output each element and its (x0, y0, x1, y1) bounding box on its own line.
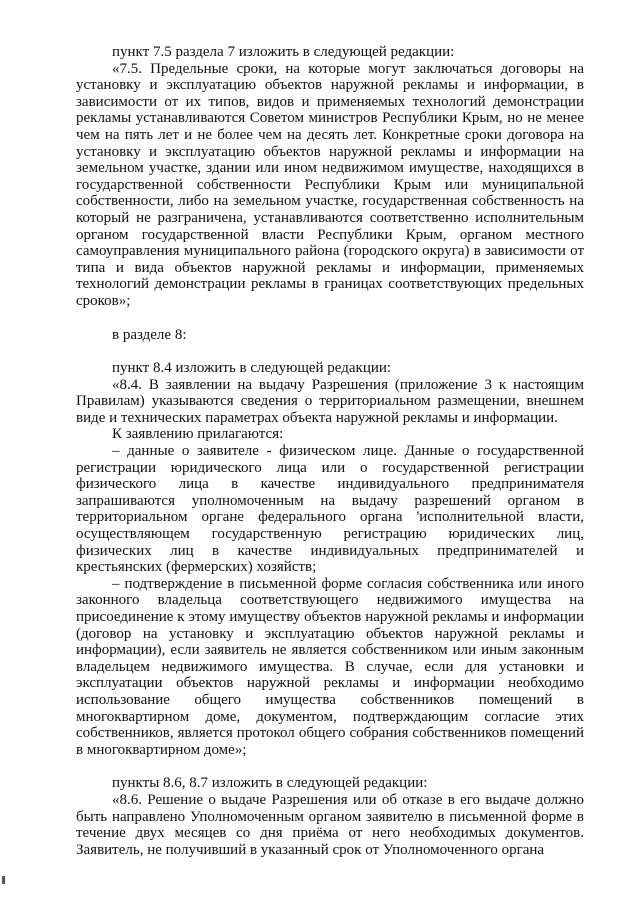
paragraph-attachments-heading: К заявлению прилагаются: (112, 426, 284, 443)
paragraph-8-6-text: «8.6. Решение о выдаче Разрешения или об отказе в его выдаче должно быть направлено Уполномоченным органом заявителю в письменной форме в течение двух месяцев со дня приёма от него необходимых документов. Заявитель, не получивший в указанный срок от Уполномоченного органа (76, 791, 584, 858)
paragraph-8-4-text: «8.4. В заявлении на выдачу Разрешения (приложение 3 к настоящим Правилам) указываются сведения о территориальном размещении, внешнем виде и технических параметрах объекта наружной рекламы и информации. (76, 376, 584, 426)
scan-mark (2, 876, 5, 884)
paragraph-owner-consent: – подтверждение в письменной форме согласия собственника или иного законного владельца соответствующего недвижимого имущества на присоединение к этому имуществу объектов наружной рекламы и информации (договор на установку и эксплуатацию объектов наружной рекламы и информации), если заявитель не является собственником или иным законным владельцем недвижимого имущества. В случае, если для установки и эксплуатации объектов наружной рекламы и информации необходимо использование общего имущества собственников помещений в многоквартирном доме, документом, подтверждающим согласие этих собственников, является протокол общего собрания собственников помещений в многоквартирном доме»; (76, 575, 584, 758)
paragraph-7-5-text: «7.5. Предельные сроки, на которые могут заключаться договоры на установку и эксплуатацию объектов наружной рекламы и информации, в зависимости от их типов, видов и применяемых технологий демонстрации рекламы устанавливаются Советом министров Республики Крым, но не менее чем на пять лет и не более чем на десять лет. Конкретные сроки договора на установку и эксплуатацию объектов наружной рекламы и информации на земельном участке, здании или ином недвижимом имуществе, находящихся в государственной собственности Республики Крым или муниципальной собственности, либо на земельном участке, государственная собственность на который не разграничена, устанавливаются соответственно исполнительным органом государственной власти Республики Крым, органом местного самоуправления муниципального района (городского округа) в зависимости от типа и вида объектов наружной рекламы и информации, применяемых технологий демонстрации рекламы в границах соответствующих предельных сроков»; (76, 60, 584, 309)
paragraph-7-5-intro: пункт 7.5 раздела 7 изложить в следующей редакции: (112, 44, 455, 60)
paragraph-8-4-intro: пункт 8.4 изложить в следующей редакции: (112, 360, 392, 377)
document-body (76, 44, 584, 858)
paragraph-section-8: в разделе 8: (112, 326, 187, 343)
paragraph-applicant-data: – данные о заявителе - физическом лице. Данные о государственной регистрации юридического лица или о государственной регистрации физического лица в качестве индивидуального предпринимателя запрашиваются уполномоченным на выдачу разрешений органом в территориальном органе федерального органа 'исполнительной власти, осуществляющем государственную регистрацию юридических лиц, физических лиц в качестве индивидуальных предпринимателей и крестьянских (фермерских) хозяйств; (76, 443, 584, 576)
paragraph-8-6-8-7-intro: пункты 8.6, 8.7 изложить в следующей редакции: (112, 775, 428, 792)
